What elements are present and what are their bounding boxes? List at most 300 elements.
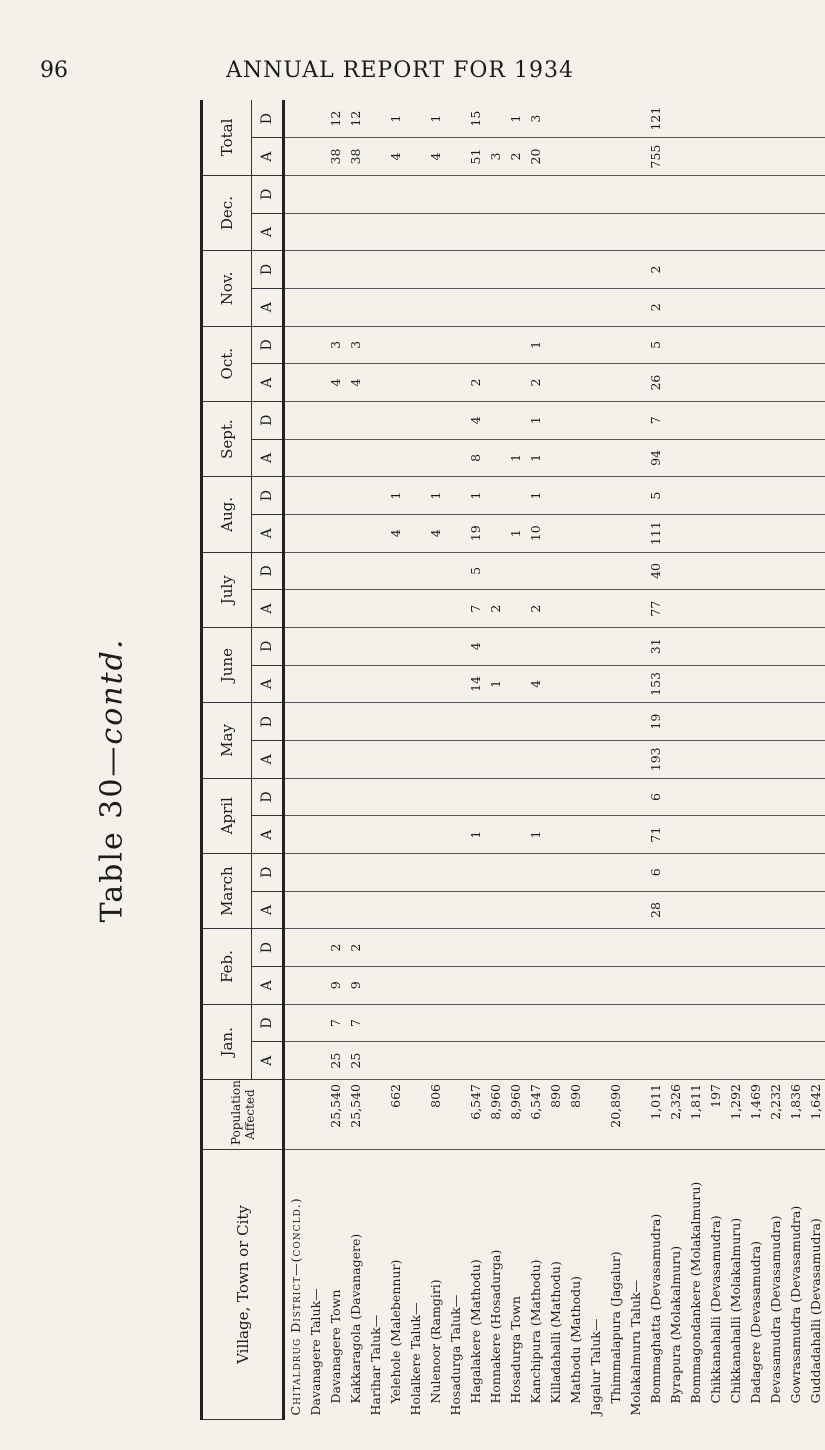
attacks-cell bbox=[305, 590, 325, 628]
deaths-cell bbox=[705, 477, 725, 515]
attacks-cell bbox=[685, 966, 705, 1004]
attacks-cell bbox=[545, 514, 565, 552]
attacks-cell bbox=[405, 138, 425, 176]
attacks-cell bbox=[565, 439, 585, 477]
attacks-cell bbox=[485, 1042, 505, 1080]
deaths-cell bbox=[385, 778, 405, 816]
deaths-cell bbox=[725, 401, 745, 439]
deaths-cell: 1 bbox=[465, 477, 485, 515]
attacks-cell bbox=[585, 138, 605, 176]
attacks-cell bbox=[465, 740, 485, 778]
place-name: Hagalakere (Mathodu) bbox=[467, 1259, 483, 1404]
attacks-cell: 2 bbox=[505, 138, 525, 176]
deaths-cell bbox=[585, 778, 605, 816]
attacks-cell bbox=[425, 288, 445, 326]
deaths-cell bbox=[365, 778, 385, 816]
deaths-cell bbox=[425, 853, 445, 891]
deaths-cell bbox=[605, 175, 625, 213]
deaths-cell bbox=[705, 401, 725, 439]
deaths-cell bbox=[284, 552, 306, 590]
attacks-cell: 2 bbox=[465, 364, 485, 402]
deaths-cell bbox=[445, 401, 465, 439]
deaths-cell bbox=[625, 477, 645, 515]
deaths-cell bbox=[565, 175, 585, 213]
attacks-cell: 111 bbox=[645, 514, 665, 552]
deaths-cell bbox=[465, 929, 485, 967]
attacks-cell bbox=[365, 288, 385, 326]
deaths-cell bbox=[705, 175, 725, 213]
deaths-cell bbox=[765, 627, 785, 665]
attacks-cell bbox=[425, 364, 445, 402]
attacks-cell bbox=[284, 816, 306, 854]
attacks-cell bbox=[725, 665, 745, 703]
deaths-cell bbox=[365, 251, 385, 289]
deaths-cell: 5 bbox=[645, 326, 665, 364]
deaths-cell: 2 bbox=[645, 251, 665, 289]
attacks-cell bbox=[425, 891, 445, 929]
attacks-cell bbox=[585, 439, 605, 477]
deaths-cell bbox=[305, 1004, 325, 1042]
attacks-subheader: A bbox=[252, 665, 284, 703]
attacks-cell bbox=[805, 891, 825, 929]
deaths-subheader: D bbox=[252, 100, 284, 138]
population-value: 1,292 bbox=[725, 1080, 745, 1150]
attacks-cell bbox=[525, 966, 545, 1004]
attacks-cell bbox=[465, 966, 485, 1004]
attacks-cell bbox=[785, 138, 805, 176]
attacks-cell bbox=[305, 966, 325, 1004]
place-name: Yelehole (Malebennur) bbox=[387, 1259, 403, 1404]
deaths-cell bbox=[585, 627, 605, 665]
deaths-cell bbox=[605, 100, 625, 138]
deaths-cell bbox=[805, 1004, 825, 1042]
attacks-cell bbox=[425, 1042, 445, 1080]
attacks-cell bbox=[365, 590, 385, 628]
deaths-cell bbox=[465, 853, 485, 891]
deaths-subheader: D bbox=[252, 477, 284, 515]
month-header: Jan. bbox=[202, 1004, 252, 1079]
attacks-subheader: A bbox=[252, 1042, 284, 1080]
attacks-cell bbox=[685, 213, 705, 251]
attacks-cell bbox=[745, 288, 765, 326]
population-value: 25,540 bbox=[325, 1080, 345, 1150]
deaths-cell bbox=[625, 175, 645, 213]
attacks-cell bbox=[805, 213, 825, 251]
deaths-cell bbox=[305, 477, 325, 515]
attacks-cell: 2 bbox=[525, 364, 545, 402]
attacks-subheader: A bbox=[252, 590, 284, 628]
attacks-cell bbox=[745, 590, 765, 628]
deaths-cell bbox=[325, 627, 345, 665]
deaths-cell bbox=[745, 100, 765, 138]
attacks-cell bbox=[745, 213, 765, 251]
attacks-cell bbox=[785, 665, 805, 703]
attacks-cell bbox=[665, 891, 685, 929]
deaths-cell bbox=[785, 251, 805, 289]
deaths-cell bbox=[785, 175, 805, 213]
place-name: Honnakere (Hosadurga) bbox=[487, 1249, 503, 1404]
deaths-cell bbox=[725, 175, 745, 213]
attacks-cell bbox=[365, 740, 385, 778]
attacks-cell bbox=[545, 288, 565, 326]
deaths-cell bbox=[685, 100, 705, 138]
attacks-cell: 19 bbox=[465, 514, 485, 552]
deaths-cell bbox=[685, 1004, 705, 1042]
deaths-cell bbox=[545, 552, 565, 590]
attacks-cell bbox=[284, 740, 306, 778]
deaths-cell bbox=[365, 477, 385, 515]
attacks-cell bbox=[284, 891, 306, 929]
deaths-cell: 4 bbox=[465, 401, 485, 439]
deaths-cell bbox=[765, 929, 785, 967]
attacks-cell bbox=[585, 364, 605, 402]
deaths-cell bbox=[625, 778, 645, 816]
deaths-cell bbox=[485, 552, 505, 590]
attacks-cell bbox=[305, 1042, 325, 1080]
place-header: Village, Town or City bbox=[202, 1150, 284, 1420]
deaths-cell bbox=[505, 778, 525, 816]
attacks-cell bbox=[545, 1042, 565, 1080]
deaths-subheader: D bbox=[252, 175, 284, 213]
table-row bbox=[505, 100, 525, 1420]
deaths-cell bbox=[765, 477, 785, 515]
attacks-cell bbox=[425, 740, 445, 778]
population-value bbox=[365, 1080, 385, 1150]
attacks-cell bbox=[785, 514, 805, 552]
attacks-cell bbox=[585, 514, 605, 552]
attacks-cell bbox=[425, 213, 445, 251]
deaths-cell bbox=[365, 929, 385, 967]
deaths-cell bbox=[785, 929, 805, 967]
deaths-cell bbox=[645, 929, 665, 967]
attacks-cell bbox=[305, 439, 325, 477]
attacks-cell bbox=[305, 213, 325, 251]
deaths-cell bbox=[805, 326, 825, 364]
deaths-cell bbox=[465, 175, 485, 213]
attacks-cell bbox=[605, 288, 625, 326]
deaths-cell bbox=[605, 1004, 625, 1042]
deaths-cell bbox=[325, 175, 345, 213]
population-value bbox=[445, 1080, 465, 1150]
attacks-cell bbox=[505, 740, 525, 778]
attacks-cell bbox=[445, 891, 465, 929]
month-header: July bbox=[202, 552, 252, 627]
attacks-cell bbox=[465, 213, 485, 251]
attacks-cell bbox=[284, 364, 306, 402]
deaths-cell bbox=[685, 627, 705, 665]
attacks-cell bbox=[625, 213, 645, 251]
deaths-cell bbox=[625, 929, 645, 967]
deaths-cell bbox=[284, 251, 306, 289]
deaths-cell bbox=[385, 401, 405, 439]
deaths-cell bbox=[725, 703, 745, 741]
population-value bbox=[585, 1080, 605, 1150]
attacks-cell bbox=[445, 590, 465, 628]
attacks-cell bbox=[745, 966, 765, 1004]
deaths-cell bbox=[345, 778, 365, 816]
deaths-cell: 15 bbox=[465, 100, 485, 138]
deaths-cell bbox=[365, 175, 385, 213]
deaths-cell bbox=[765, 778, 785, 816]
attacks-cell bbox=[745, 816, 765, 854]
deaths-cell bbox=[565, 778, 585, 816]
attacks-cell bbox=[705, 439, 725, 477]
deaths-cell bbox=[685, 175, 705, 213]
attacks-cell bbox=[445, 1042, 465, 1080]
attacks-cell: 1 bbox=[525, 816, 545, 854]
attacks-cell bbox=[505, 213, 525, 251]
attacks-cell bbox=[445, 364, 465, 402]
attacks-cell bbox=[545, 590, 565, 628]
attacks-cell bbox=[365, 364, 385, 402]
attacks-cell: 3 bbox=[485, 138, 505, 176]
table-row bbox=[625, 100, 645, 1420]
population-value: 2,326 bbox=[665, 1080, 685, 1150]
attacks-cell bbox=[284, 514, 306, 552]
deaths-cell bbox=[725, 326, 745, 364]
place-name: Harihar Taluk— bbox=[367, 1314, 383, 1416]
attacks-cell bbox=[325, 590, 345, 628]
attacks-cell bbox=[545, 364, 565, 402]
population-value: 20,890 bbox=[605, 1080, 625, 1150]
attacks-cell bbox=[705, 138, 725, 176]
deaths-cell bbox=[625, 703, 645, 741]
population-value: 662 bbox=[385, 1080, 405, 1150]
attacks-subheader: A bbox=[252, 514, 284, 552]
place-name: Bommagondankere (Molakalmuru) bbox=[687, 1181, 703, 1404]
place-name: Nulenoor (Ramgiri) bbox=[427, 1279, 443, 1404]
attacks-cell bbox=[525, 288, 545, 326]
deaths-cell bbox=[565, 251, 585, 289]
attacks-cell bbox=[385, 364, 405, 402]
deaths-cell bbox=[765, 251, 785, 289]
attacks-cell bbox=[625, 514, 645, 552]
deaths-cell: 7 bbox=[645, 401, 665, 439]
deaths-subheader: D bbox=[252, 1004, 284, 1042]
deaths-cell bbox=[765, 100, 785, 138]
deaths-cell bbox=[685, 853, 705, 891]
deaths-cell: 3 bbox=[325, 326, 345, 364]
deaths-cell bbox=[305, 251, 325, 289]
attacks-cell bbox=[565, 665, 585, 703]
attacks-cell bbox=[785, 364, 805, 402]
deaths-cell bbox=[605, 929, 625, 967]
deaths-cell bbox=[345, 477, 365, 515]
attacks-cell bbox=[385, 740, 405, 778]
deaths-cell: 2 bbox=[325, 929, 345, 967]
attacks-cell: 9 bbox=[325, 966, 345, 1004]
deaths-cell bbox=[485, 251, 505, 289]
deaths-cell bbox=[325, 477, 345, 515]
deaths-cell bbox=[425, 1004, 445, 1042]
deaths-cell bbox=[305, 703, 325, 741]
deaths-cell bbox=[445, 100, 465, 138]
attacks-cell bbox=[545, 213, 565, 251]
attacks-cell bbox=[345, 213, 365, 251]
deaths-cell bbox=[565, 853, 585, 891]
attacks-cell bbox=[685, 364, 705, 402]
attacks-subheader: A bbox=[252, 213, 284, 251]
attacks-cell bbox=[445, 665, 465, 703]
table-row bbox=[785, 100, 805, 1420]
attacks-cell bbox=[345, 740, 365, 778]
attacks-cell bbox=[765, 439, 785, 477]
attacks-cell bbox=[705, 364, 725, 402]
deaths-cell bbox=[585, 477, 605, 515]
deaths-cell bbox=[585, 175, 605, 213]
attacks-cell bbox=[405, 891, 425, 929]
deaths-cell bbox=[645, 175, 665, 213]
attacks-cell bbox=[805, 138, 825, 176]
deaths-cell bbox=[725, 1004, 745, 1042]
attacks-cell: 1 bbox=[525, 439, 545, 477]
deaths-cell bbox=[425, 778, 445, 816]
attacks-cell bbox=[405, 665, 425, 703]
attacks-cell bbox=[345, 665, 365, 703]
deaths-cell bbox=[785, 100, 805, 138]
attacks-cell bbox=[485, 740, 505, 778]
table-row bbox=[585, 100, 605, 1420]
attacks-cell bbox=[325, 816, 345, 854]
attacks-cell bbox=[284, 138, 306, 176]
deaths-cell bbox=[325, 401, 345, 439]
attacks-cell bbox=[765, 891, 785, 929]
deaths-cell bbox=[545, 401, 565, 439]
attacks-cell bbox=[805, 665, 825, 703]
attacks-cell: 4 bbox=[385, 514, 405, 552]
attacks-cell: 25 bbox=[325, 1042, 345, 1080]
deaths-cell: 6 bbox=[645, 778, 665, 816]
census-table bbox=[200, 100, 825, 1420]
attacks-cell bbox=[705, 288, 725, 326]
deaths-subheader: D bbox=[252, 778, 284, 816]
attacks-cell bbox=[565, 1042, 585, 1080]
attacks-cell: 51 bbox=[465, 138, 485, 176]
attacks-cell bbox=[325, 439, 345, 477]
deaths-cell bbox=[585, 1004, 605, 1042]
attacks-cell bbox=[625, 816, 645, 854]
attacks-cell bbox=[385, 665, 405, 703]
attacks-cell bbox=[705, 514, 725, 552]
deaths-cell bbox=[805, 401, 825, 439]
attacks-cell bbox=[425, 439, 445, 477]
deaths-cell: 1 bbox=[425, 477, 445, 515]
month-header: Dec. bbox=[202, 175, 252, 250]
attacks-cell bbox=[585, 740, 605, 778]
population-value: 197 bbox=[705, 1080, 725, 1150]
deaths-cell bbox=[385, 175, 405, 213]
attacks-cell bbox=[805, 816, 825, 854]
attacks-cell bbox=[485, 213, 505, 251]
attacks-subheader: A bbox=[252, 816, 284, 854]
deaths-cell bbox=[325, 778, 345, 816]
attacks-cell bbox=[725, 364, 745, 402]
attacks-cell bbox=[685, 288, 705, 326]
attacks-cell bbox=[605, 740, 625, 778]
deaths-cell bbox=[385, 1004, 405, 1042]
deaths-cell bbox=[805, 552, 825, 590]
attacks-cell bbox=[705, 740, 725, 778]
attacks-cell bbox=[405, 1042, 425, 1080]
deaths-cell bbox=[405, 929, 425, 967]
deaths-cell bbox=[325, 251, 345, 289]
deaths-cell bbox=[425, 929, 445, 967]
deaths-cell bbox=[605, 401, 625, 439]
deaths-cell bbox=[405, 251, 425, 289]
deaths-cell bbox=[685, 778, 705, 816]
deaths-cell: 31 bbox=[645, 627, 665, 665]
attacks-cell bbox=[305, 288, 325, 326]
deaths-cell bbox=[785, 627, 805, 665]
month-header: May bbox=[202, 703, 252, 778]
deaths-cell bbox=[765, 552, 785, 590]
attacks-cell bbox=[705, 665, 725, 703]
table-title-text: Table 30— bbox=[94, 744, 130, 923]
deaths-cell bbox=[485, 929, 505, 967]
attacks-cell: 2 bbox=[525, 590, 545, 628]
attacks-cell bbox=[645, 213, 665, 251]
deaths-cell bbox=[685, 326, 705, 364]
population-value: 890 bbox=[565, 1080, 585, 1150]
deaths-cell bbox=[805, 929, 825, 967]
deaths-cell: 5 bbox=[465, 552, 485, 590]
attacks-cell bbox=[685, 891, 705, 929]
deaths-cell bbox=[665, 627, 685, 665]
deaths-subheader: D bbox=[252, 326, 284, 364]
attacks-cell bbox=[445, 740, 465, 778]
deaths-cell bbox=[425, 627, 445, 665]
attacks-cell bbox=[325, 665, 345, 703]
deaths-cell: 12 bbox=[325, 100, 345, 138]
attacks-cell bbox=[385, 590, 405, 628]
deaths-cell bbox=[425, 326, 445, 364]
attacks-cell bbox=[765, 590, 785, 628]
attacks-cell bbox=[725, 891, 745, 929]
attacks-cell: 25 bbox=[345, 1042, 365, 1080]
deaths-cell bbox=[665, 853, 685, 891]
deaths-cell bbox=[785, 401, 805, 439]
attacks-cell bbox=[745, 665, 765, 703]
deaths-cell bbox=[785, 326, 805, 364]
deaths-cell bbox=[785, 552, 805, 590]
attacks-cell: 14 bbox=[465, 665, 485, 703]
deaths-cell bbox=[505, 251, 525, 289]
deaths-cell bbox=[425, 251, 445, 289]
attacks-cell bbox=[545, 891, 565, 929]
attacks-cell bbox=[325, 213, 345, 251]
deaths-cell bbox=[465, 251, 485, 289]
attacks-cell: 77 bbox=[645, 590, 665, 628]
deaths-cell bbox=[665, 778, 685, 816]
deaths-cell bbox=[605, 703, 625, 741]
population-value: 1,642 bbox=[805, 1080, 825, 1150]
table-row bbox=[765, 100, 785, 1420]
deaths-cell bbox=[745, 778, 765, 816]
attacks-cell bbox=[305, 816, 325, 854]
deaths-cell bbox=[385, 929, 405, 967]
table-row bbox=[605, 100, 625, 1420]
attacks-cell bbox=[605, 891, 625, 929]
attacks-cell bbox=[805, 966, 825, 1004]
attacks-cell bbox=[425, 590, 445, 628]
deaths-cell bbox=[305, 175, 325, 213]
attacks-cell bbox=[505, 1042, 525, 1080]
population-value: 2,232 bbox=[765, 1080, 785, 1150]
month-header: April bbox=[202, 778, 252, 853]
place-name: Molakalmuru Taluk— bbox=[627, 1279, 643, 1416]
deaths-cell bbox=[665, 100, 685, 138]
deaths-cell bbox=[585, 326, 605, 364]
